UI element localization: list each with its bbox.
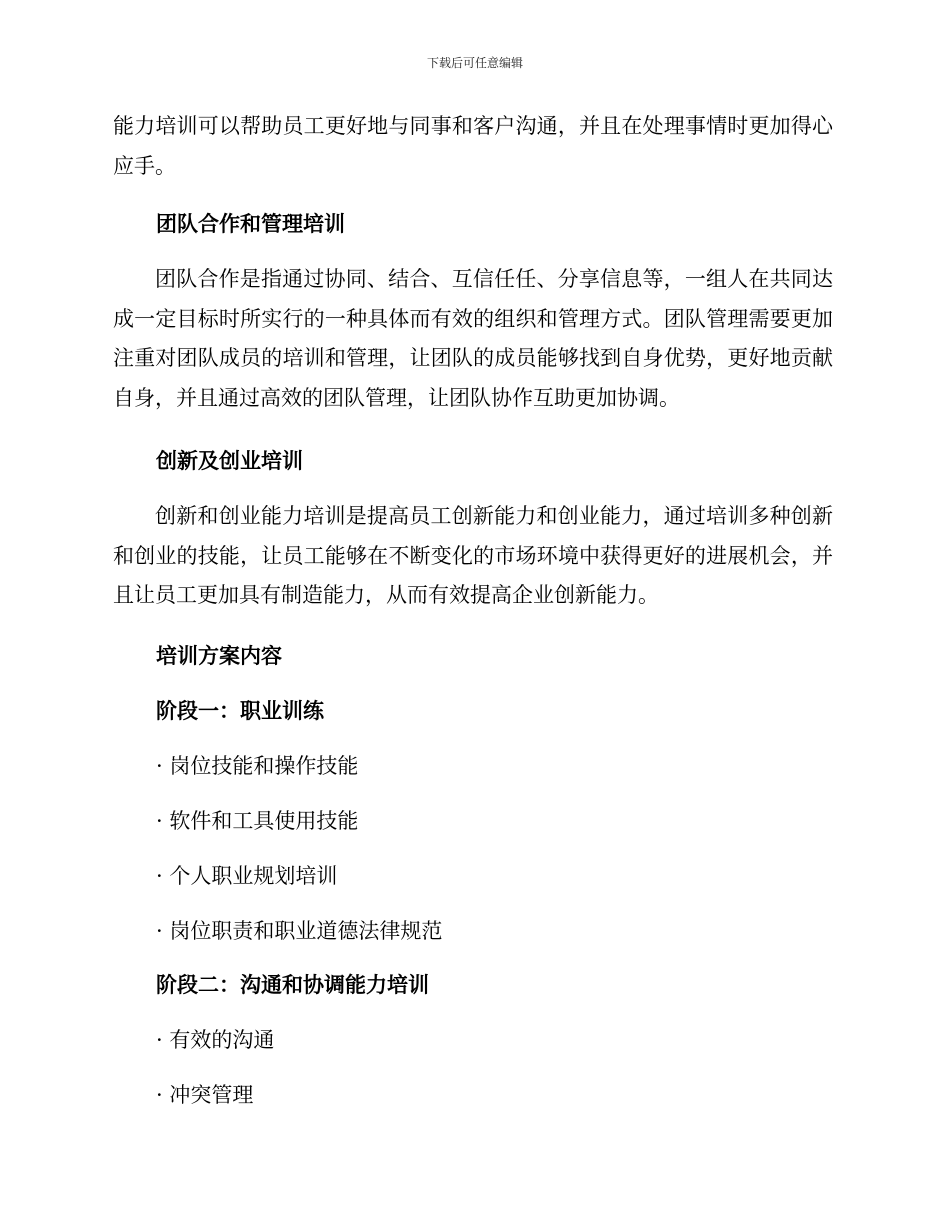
list-item: · 冲突管理	[156, 1083, 254, 1107]
heading-teamwork-training: 团队合作和管理培训	[156, 211, 345, 236]
list-item: · 岗位职责和职业道德法律规范	[156, 919, 443, 943]
paragraph-innovation: 创新和创业能力培训是提高员工创新能力和创业能力，通过培训多种创新和创业的技能，让员工能够在不断变化的市场环境中获得更好的进展机会，并且让员工更加具有制造能力，从而有效提高企业创新能力。	[113, 504, 833, 607]
list-item: · 有效的沟通	[156, 1028, 275, 1052]
paragraph-communication-continued: 能力培训可以帮助员工更好地与同事和客户沟通，并且在处理事情时更加得心应手。	[113, 114, 833, 178]
heading-innovation-training: 创新及创业培训	[156, 448, 303, 473]
list-item: · 个人职业规划培训	[156, 864, 338, 888]
page-header: 下载后可任意编辑	[426, 56, 523, 70]
heading-training-plan: 培训方案内容	[156, 643, 282, 668]
paragraph-teamwork: 团队合作是指通过协同、结合、互信任任、分享信息等，一组人在共同达成一定目标时所实行的一种具体而有效的组织和管理方式。团队管理需要更加注重对团队成员的培训和管理，让团队的成员能够找到自身优势，更好地贡献自身，并且通过高效的团队管理，让团队协作互助更加协调。	[113, 267, 833, 410]
list-item: · 软件和工具使用技能	[156, 809, 359, 833]
heading-stage-two: 阶段二：沟通和协调能力培训	[156, 972, 429, 997]
list-item: · 岗位技能和操作技能	[156, 754, 359, 778]
heading-stage-one: 阶段一：职业训练	[156, 698, 324, 723]
